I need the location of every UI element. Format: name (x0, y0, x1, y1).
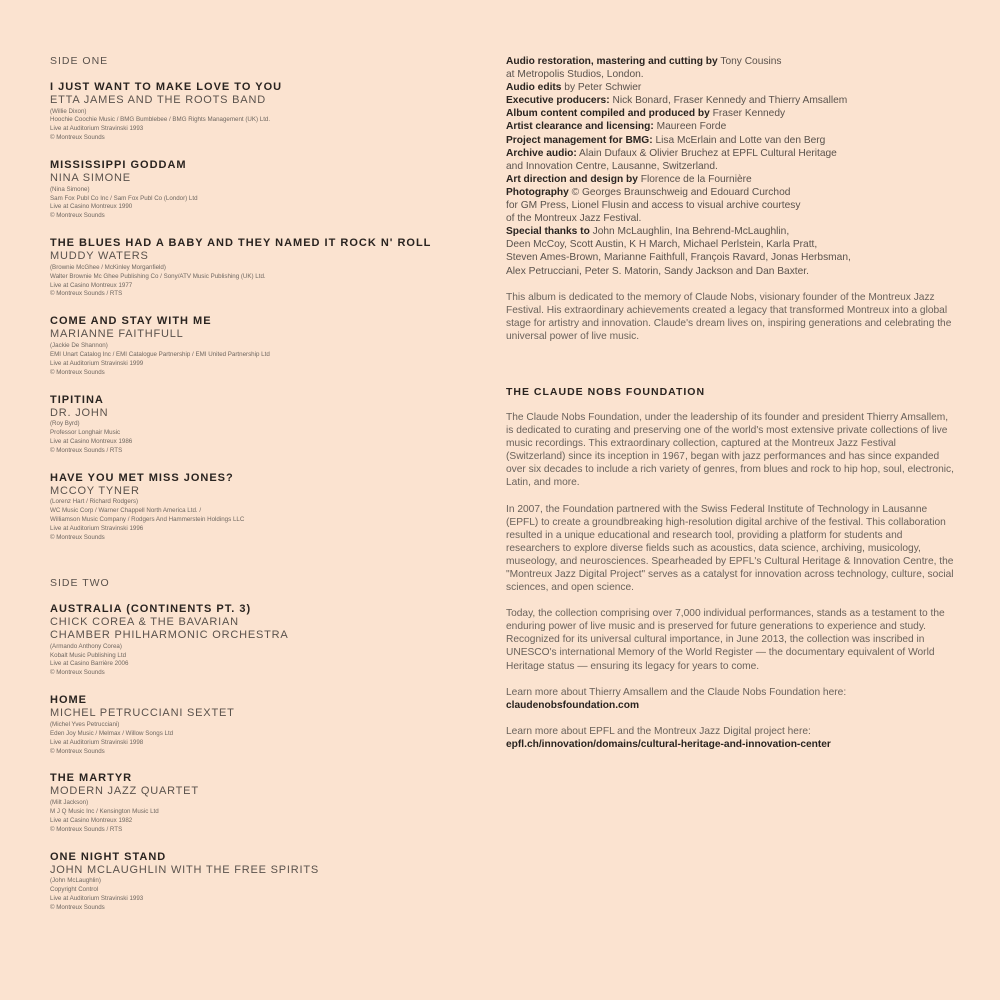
track-artist: CHICK COREA & THE BAVARIAN CHAMBER PHILHARMONIC ORCHESTRA (50, 615, 289, 642)
track-credit-line: (Nina Simone) (50, 185, 90, 193)
credit-line (506, 81, 956, 94)
credit-label: Executive producers: (506, 95, 610, 107)
learn-more-epfl-text: Learn more about EPFL and the Montreux Jazz Digital project here: (506, 725, 811, 737)
track-title: ONE NIGHT STAND (50, 850, 167, 863)
foundation-paragraph-1: The Claude Nobs Foundation, under the leadership of its founder and president Thierry Amsallem, is dedicated to curating and preserving one of the world's most extensive private collections of live music recordings. This extraordinary collection, captured at the Montreux Jazz Festival (Switzerland) since its inception in 1967, began with jazz performances and has since expanded over six decades to include a rich variety of genres, from blues and rock to hip hop, soul, electronic, Latin, and more. (506, 411, 954, 489)
learn-more-foundation-text: Learn more about Thierry Amsallem and the Claude Nobs Foundation here: (506, 686, 847, 698)
track-artist: JOHN MCLAUGHLIN WITH THE FREE SPIRITS (50, 863, 319, 876)
track-credit-line: © Montreux Sounds (50, 669, 105, 677)
learn-more-foundation (506, 686, 956, 712)
side-one-heading: SIDE ONE (50, 55, 109, 67)
credit-text: John McLaughlin, Ina Behrend-McLaughlin, (589, 226, 790, 238)
track-credit-line: WC Music Corp / Warner Chappell North America Ltd. / (50, 507, 202, 515)
track-artist: MCCOY TYNER (50, 484, 140, 497)
foundation-paragraph-2: In 2007, the Foundation partnered with the Swiss Federal Institute of Technology in Lausanne (EPFL) to create a groundbreaking high-resolution digital archive of the festival. This collaboration resulted in a unique educational and research tool, providing a platform for students and researchers to explore diverse fields such as acoustics, data science, archiving, musicology, museology, and neurosciences. Spearheaded by EPFL's Cultural Heritage & Innovation Centre, the "Montreux Jazz Digital Project" serves as a catalyst for innovation across technology, culture, social sciences, and open science. (506, 503, 954, 594)
track-title: AUSTRALIA (CONTINENTS PT. 3) (50, 602, 252, 615)
track-credit-line: © Montreux Sounds (50, 533, 105, 541)
track-credit-line: Live at Auditorium Stravinski 1993 (50, 125, 144, 133)
track-credit-line: Walter Brownie Mc Ghee Publishing Co / Sony/ATV Music Publishing (UK) Ltd. (50, 272, 266, 280)
track-credit-line: Live at Casino Montreux 1977 (50, 281, 133, 289)
credit-text: Alain Dufaux & Olivier Bruchez at EPFL Cultural Heritage (576, 147, 837, 159)
credit-text: Steven Ames-Brown, Marianne Faithfull, François Ravard, Jonas Herbsman, (506, 252, 851, 264)
track-credit-line: (Milt Jackson) (50, 798, 89, 806)
track-artist: MICHEL PETRUCCIANI SEXTET (50, 707, 235, 720)
credit-label: Special thanks to (506, 226, 590, 238)
side-two-heading: SIDE TWO (50, 576, 110, 589)
track-title: COME AND STAY WITH ME (50, 315, 212, 328)
track-entry (50, 236, 450, 299)
track-credit-line: Professor Longhair Music (50, 428, 121, 436)
track-entry (50, 602, 450, 679)
track-credit-line: © Montreux Sounds (50, 134, 105, 142)
track-credit-line: (Armando Anthony Corea) (50, 642, 122, 650)
credit-line (506, 173, 956, 186)
track-title: I JUST WANT TO MAKE LOVE TO YOU (50, 81, 283, 93)
track-credit-line: Live at Casino Barrière 2006 (50, 660, 129, 668)
track-credit-line: © Montreux Sounds (50, 368, 105, 376)
track-credit-line: Williamson Music Company / Rodgers And Hammerstein Holdings LLC (50, 515, 245, 523)
track-credit-line: (Roy Byrd) (50, 420, 80, 427)
credit-line (506, 238, 956, 251)
credit-label: Artist clearance and licensing: (506, 121, 654, 133)
credit-text: by Peter Schwier (561, 82, 642, 94)
production-credits (506, 55, 956, 278)
track-artist: MODERN JAZZ QUARTET (50, 785, 199, 798)
credit-text: and Innovation Centre, Lausanne, Switzerland. (506, 160, 718, 172)
track-credit-line: (Willie Dixon) (50, 107, 87, 115)
track-artist: NINA SIMONE (50, 172, 131, 185)
credit-line (506, 212, 956, 225)
credit-text: Lisa McErlain and Lotte van den Berg (652, 134, 826, 146)
track-credit-line: © Montreux Sounds / RTS (50, 825, 123, 833)
track-title: HOME (50, 694, 87, 707)
credit-line (506, 251, 956, 264)
track-credit-line: EMI Unart Catalog Inc / EMI Catalogue Partnership / EMI United Partnership Ltd (50, 350, 270, 358)
track-credit-line: (Brownie McGhee / McKinley Morganfield) (50, 263, 166, 271)
track-title: TIPITINA (50, 393, 104, 406)
credit-label: Project management for BMG: (506, 134, 653, 146)
credit-text: for GM Press, Lionel Flusin and access to visual archive courtesy (506, 200, 801, 212)
credit-label: Archive audio: (506, 147, 577, 159)
track-credit-line: Live at Auditorium Stravinski 1999 (50, 359, 144, 367)
track-credit-line: M J Q Music Inc / Kensington Music Ltd (50, 807, 159, 815)
track-title: THE BLUES HAD A BABY AND THEY NAMED IT ROCK N' ROLL (50, 237, 432, 250)
credit-text: Nick Bonard, Fraser Kennedy and Thierry Amsallem (609, 95, 848, 107)
credit-line (506, 160, 956, 173)
track-artist: ETTA JAMES AND THE ROOTS BAND (50, 94, 266, 106)
track-credit-line: Sam Fox Publ Co Inc / Sam Fox Publ Co (Londor) Ltd (50, 194, 198, 202)
credit-label: Photography (506, 186, 569, 198)
credit-text: Fraser Kennedy (709, 108, 786, 120)
track-entry (50, 693, 450, 756)
track-entry (50, 80, 450, 143)
credit-label: Audio restoration, mastering and cutting by (506, 56, 718, 67)
credit-text: Alex Petrucciani, Peter S. Matorin, Sandy Jackson and Dan Baxter. (506, 265, 809, 277)
track-credit-line: (Jackie De Shannon) (50, 341, 108, 349)
track-credit-line: Kobalt Music Publishing Ltd (50, 651, 127, 659)
side-two-tracklist (50, 602, 450, 913)
credit-line (506, 107, 956, 120)
track-credit-line: Live at Casino Montreux 1982 (50, 816, 133, 824)
credit-line (506, 265, 956, 278)
credit-line (506, 186, 956, 199)
credit-line (506, 120, 956, 133)
track-credit-line: (John McLaughlin) (50, 877, 101, 885)
track-artist: MUDDY WATERS (50, 250, 149, 263)
tracklist-column (50, 55, 450, 928)
track-entry (50, 158, 450, 221)
notes-column (506, 55, 956, 751)
track-title: MISSISSIPPI GODDAM (50, 159, 187, 172)
foundation-heading: THE CLAUDE NOBS FOUNDATION (506, 385, 706, 398)
track-credit-line: Live at Casino Montreux 1986 (50, 437, 133, 445)
foundation-paragraph-3: Today, the collection comprising over 7,000 individual performances, stands as a testament to the enduring power of live music and is preserved for future generations to experience and study. Recognized for its universal cultural importance, in June 2013, the collection was inscribed in UNESCO's international Memory of the World Register — the documentary equivalent of World Heritage status — ensuring its legacy for years to come. (506, 608, 945, 672)
credit-text: of the Montreux Jazz Festival. (506, 213, 642, 225)
track-entry (50, 393, 450, 456)
credit-text: at Metropolis Studios, London. (506, 69, 644, 81)
track-credit-line: Live at Auditorium Stravinski 1993 (50, 894, 144, 902)
track-title: THE MARTYR (50, 772, 133, 785)
dedication-text: This album is dedicated to the memory of Claude Nobs, visionary founder of the Montreux Jazz Festival. His extraordinary achievements created a legacy that transformed Montreux into a global stage for artistry and innovation. Claude's dream lives on, inspiring generations and celebrating the universal power of live music. (506, 291, 952, 342)
credit-line (506, 134, 956, 147)
track-credit-line: Live at Casino Montreux 1990 (50, 203, 133, 211)
track-credit-line: © Montreux Sounds / RTS (50, 290, 123, 298)
credit-line (506, 68, 956, 81)
side-one-tracklist (50, 80, 450, 543)
track-entry (50, 771, 450, 834)
credit-text: Maureen Forde (653, 121, 727, 133)
credit-line (506, 55, 956, 68)
track-credit-line: © Montreux Sounds (50, 747, 105, 755)
credit-line (506, 94, 956, 107)
track-entry (50, 850, 450, 913)
track-credit-line: (Michel Yves Petrucciani) (50, 720, 120, 728)
learn-more-epfl (506, 725, 956, 751)
track-artist: MARIANNE FAITHFULL (50, 328, 184, 341)
credit-text: Florence de la Fournière (637, 173, 752, 185)
track-credit-line: Copyright Control (50, 885, 99, 893)
credit-label: Audio edits (506, 82, 562, 94)
credit-text: Tony Cousins (717, 56, 782, 67)
credit-line (506, 225, 956, 238)
track-credit-line: Eden Joy Music / Melmax / Willow Songs Ltd (50, 729, 174, 737)
track-credit-line: © Montreux Sounds (50, 212, 105, 220)
track-title: HAVE YOU MET MISS JONES? (50, 471, 234, 484)
track-credit-line: (Lorenz Hart / Richard Rodgers) (50, 498, 139, 506)
track-credit-line: Live at Auditorium Stravinski 1998 (50, 738, 144, 746)
foundation-website-link[interactable]: claudenobsfoundation.com (506, 699, 640, 711)
credit-line (506, 147, 956, 160)
track-credit-line: Hoochie Coochie Music / BMG Bumblebee / BMG Rights Management (UK) Ltd. (50, 116, 271, 124)
credit-text: Deen McCoy, Scott Austin, K H March, Michael Perlstein, Karla Pratt, (506, 239, 818, 251)
credit-label: Art direction and design by (506, 173, 638, 185)
track-credit-line: © Montreux Sounds (50, 903, 105, 911)
epfl-website-link[interactable]: epfl.ch/innovation/domains/cultural-heritage-and-innovation-center (506, 738, 831, 750)
track-credit-line: Live at Auditorium Stravinski 1996 (50, 524, 144, 532)
track-entry (50, 314, 450, 377)
credit-text: © Georges Braunschweig and Edouard Curchod (568, 186, 791, 198)
track-entry (50, 471, 450, 543)
credit-line (506, 199, 956, 212)
credit-label: Album content compiled and produced by (506, 108, 710, 120)
track-credit-line: © Montreux Sounds / RTS (50, 446, 123, 454)
track-artist: DR. JOHN (50, 406, 109, 419)
